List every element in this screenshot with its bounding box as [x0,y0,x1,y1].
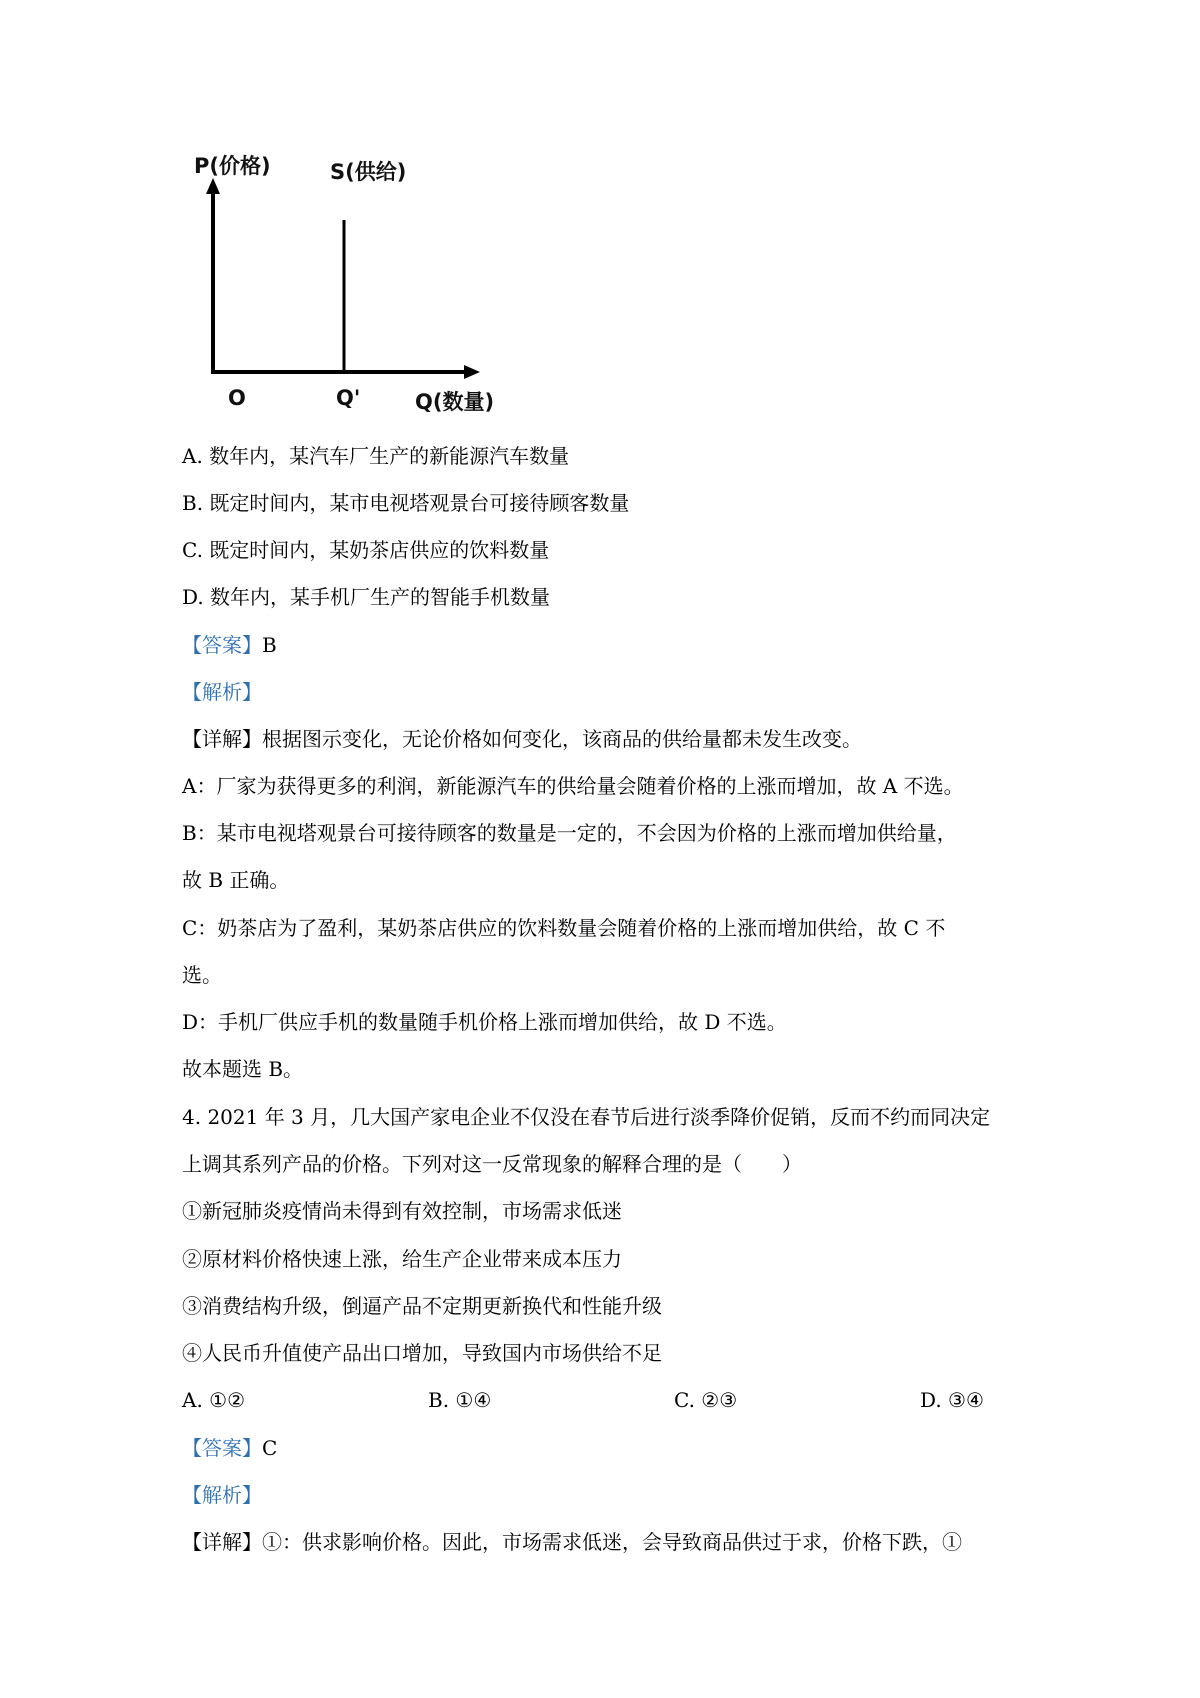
q3-detail-line-2: A：厂家为获得更多的利润，新能源汽车的供给量会随着价格的上涨而增加，故 A 不选。 [182,774,964,798]
q4-choice-d: D. ③④ [920,1388,984,1412]
q4-analysis-tag: 【解析】 [182,1483,262,1507]
q4-stem-line-2: 上调其系列产品的价格。下列对这一反常现象的解释合理的是（ ） [182,1152,802,1176]
q4-statement-1: ①新冠肺炎疫情尚未得到有效控制，市场需求低迷 [182,1199,622,1223]
supply-chart-svg [180,150,520,420]
q4-detail-text: ①：供求影响价格。因此，市场需求低迷，会导致商品供过于求，价格下跌，① [262,1530,962,1554]
q3-detail-line-6: 选。 [182,963,222,987]
origin-label: O [228,386,246,410]
q4-analysis [182,1481,262,1509]
q4-statement-3: ③消费结构升级，倒逼产品不定期更新换代和性能升级 [182,1294,662,1318]
supply-label: S(供给) [330,160,407,184]
y-axis-arrow [206,178,220,194]
q3-answer [182,631,277,659]
q4-answer-tag: 【答案】 [182,1436,262,1460]
q4-statement-4: ④人民币升值使产品出口增加，导致国内市场供给不足 [182,1341,662,1365]
q3-detail-line-3: B：某市电视塔观景台可接待顾客的数量是一定的，不会因为价格的上涨而增加供给量， [182,821,957,845]
q4-stem-line-1: 4. 2021 年 3 月，几大国产家电企业不仅没在春节后进行淡季降价促销，反而不约而同决定 [182,1105,991,1129]
q3-analysis [182,678,262,706]
q4-choice-b: B. ①④ [428,1388,492,1412]
q3-analysis-tag: 【解析】 [182,680,262,704]
q4-choice-a: A. ①② [182,1388,246,1412]
q3-option-a: A. 数年内，某汽车厂生产的新能源汽车数量 [182,444,570,468]
x-axis-label: Q(数量) [415,390,495,414]
q3-detail-line-7: D：手机厂供应手机的数量随手机价格上涨而增加供给，故 D 不选。 [182,1010,787,1034]
q3-detail-tag: 【详解】 [182,727,262,751]
y-axis-label: P(价格) [194,154,271,178]
q4-detail-line [182,1528,962,1556]
q4-choice-c: C. ②③ [674,1388,738,1412]
q3-option-b: B. 既定时间内，某市电视塔观景台可接待顾客数量 [182,491,630,515]
q3-option-c: C. 既定时间内，某奶茶店供应的饮料数量 [182,538,550,562]
q3-detail-line-1 [182,725,862,753]
q3-detail-text-1: 根据图示变化，无论价格如何变化，该商品的供给量都未发生改变。 [262,727,862,751]
supply-figure [180,150,520,420]
x-axis-arrow [464,365,480,379]
q4-statement-2: ②原材料价格快速上涨，给生产企业带来成本压力 [182,1247,622,1271]
q4-answer [182,1434,277,1462]
q-prime-label: Q' [336,386,361,410]
q4-answer-value: C [262,1436,278,1460]
q3-option-d: D. 数年内，某手机厂生产的智能手机数量 [182,585,551,609]
q3-answer-value: B [262,633,277,657]
q3-detail-line-5: C：奶茶店为了盈利，某奶茶店供应的饮料数量会随着价格的上涨而增加供给，故 C 不 [182,916,946,940]
q3-detail-line-4: 故 B 正确。 [182,868,290,892]
q4-detail-tag: 【详解】 [182,1530,262,1554]
q3-answer-tag: 【答案】 [182,633,262,657]
q3-detail-line-8: 故本题选 B。 [182,1057,304,1081]
